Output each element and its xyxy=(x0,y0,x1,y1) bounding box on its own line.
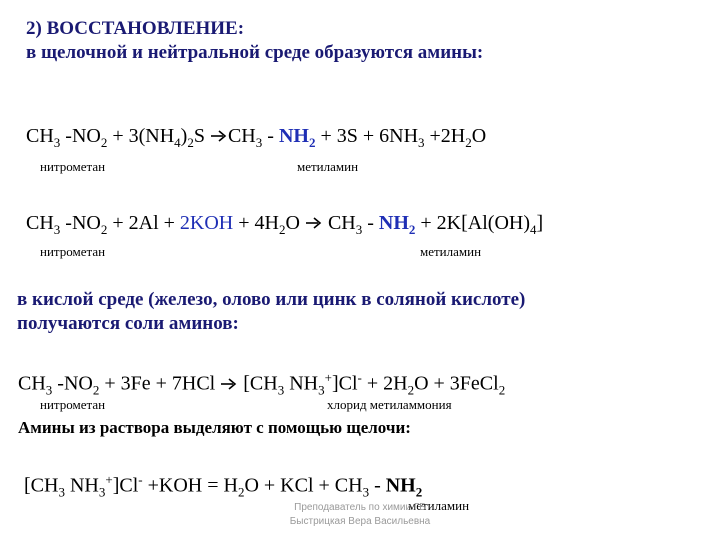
heading-line: в кислой среде (железо, олово или цинк в соляной кислоте) xyxy=(17,289,526,310)
section-heading-reduction xyxy=(26,17,483,65)
product-nh2: NH xyxy=(385,474,416,497)
equation-4: [$CH_3$ $NH_3^+]Cl^- +KOH = H_2O$ + KCl + $CH_3 - NH_2$ xyxy=(24,472,423,500)
label-methylammonium-chloride: хлорид метиламмония xyxy=(327,397,452,412)
label-methylamine: метиламин xyxy=(408,498,470,513)
footer-line: Преподаватель по химии ГБ xyxy=(294,502,426,513)
product-nh2: NH xyxy=(278,125,309,147)
label-nitromethane: нитрометан xyxy=(40,159,106,174)
heading-line: 2) ВОССТАНОВЛЕНИЕ: xyxy=(26,18,245,39)
label-nitromethane: нитрометан xyxy=(40,397,106,412)
label-nitromethane: нитрометан xyxy=(40,244,106,259)
footer-line: Быстрицкая Вера Васильевна xyxy=(289,516,431,527)
equation-3: $CH_3$ $-NO_2 + 3Fe + 7HCl$ [$CH_3$ $NH_3^+]Cl^- + 2H_2O$ + 3FeCl$_2$ xyxy=(18,370,506,398)
heading-line: в щелочной и нейтральной среде образуются амины: xyxy=(26,42,484,63)
footer-author xyxy=(260,501,460,529)
section-heading-acidic xyxy=(17,288,525,336)
equation-2: $CH_3$ $-NO_2 + 2Al + 2KOH + 4H_2O$ $CH_3 - NH_2 + 2K[Al(OH)_4]$ xyxy=(26,212,544,237)
product-nh2: NH xyxy=(378,212,409,234)
reagent-koh: 2KOH xyxy=(179,212,234,234)
heading-line: получаются соли аминов: xyxy=(17,313,239,334)
label-methylamine: метиламин xyxy=(420,244,482,259)
section-heading-alkali: Амины из раствора выделяют с помощью щелочи: xyxy=(18,418,411,437)
equation-1: $CH_3$ $-NO_2 + 3(NH_4)_2S$ $CH_3 - NH_2 + 3S + 6NH_3 +2H_2O$ xyxy=(26,125,487,150)
label-methylamine: метиламин xyxy=(297,159,359,174)
